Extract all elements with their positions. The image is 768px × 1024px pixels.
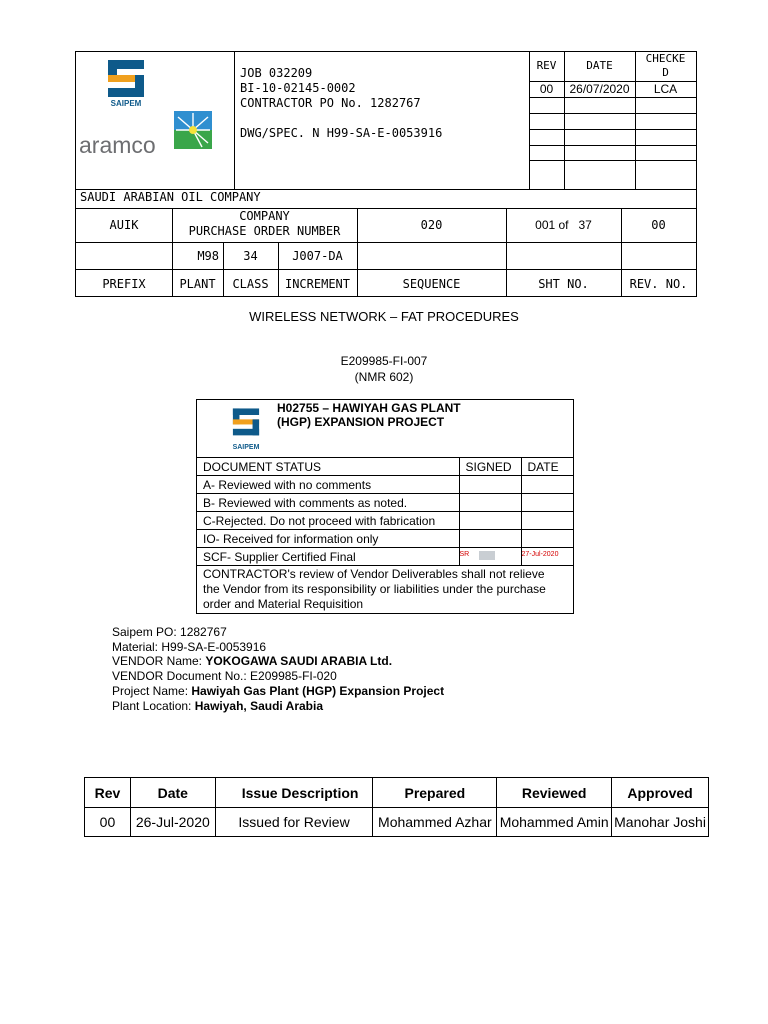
row-rev: 00 xyxy=(85,808,131,837)
sheet-count: 001 of 37 xyxy=(535,218,592,232)
col-prepared-header: Prepared xyxy=(373,778,497,808)
contractor-po: CONTRACTOR PO No. 1282767 xyxy=(240,96,421,110)
company-po-label-line2: PURCHASE ORDER NUMBER xyxy=(188,224,341,238)
contractor-note xyxy=(197,566,573,614)
company-name: SAUDI ARABIAN OIL COMPANY xyxy=(80,190,261,204)
vendor-value: YOKOGAWA SAUDI ARABIA Ltd. xyxy=(205,654,393,669)
col-issue-description-header: Issue Description xyxy=(215,778,373,808)
col-rev-no: REV. NO. xyxy=(629,277,688,291)
status-row xyxy=(197,494,573,512)
note-line-3: order and Material Requisition xyxy=(203,597,364,611)
status-io: IO- Received for information only xyxy=(197,530,459,548)
location-label: Plant Location: xyxy=(112,698,195,713)
material: Material: H99-SA-E-0053916 xyxy=(112,639,267,654)
vendor-document: VENDOR Document No.: E209985-FI-020 xyxy=(112,669,337,684)
note-line-1: CONTRACTOR's review of Vendor Deliverables shall not relieve xyxy=(203,567,545,581)
aramco-logo-text: aramco xyxy=(79,132,156,158)
scf-signature: SR xyxy=(459,551,470,558)
project-name-line xyxy=(112,684,444,699)
signed-header: SIGNED xyxy=(459,458,521,476)
status-c: C-Rejected. Do not proceed with fabrication xyxy=(197,512,459,530)
job-number: JOB 032209 xyxy=(240,66,313,80)
date-header: DATE xyxy=(521,458,573,476)
stamp-saipem-text: SAIPEM xyxy=(232,444,260,451)
col-increment: INCREMENT xyxy=(284,277,351,291)
col-prefix: PREFIX xyxy=(102,277,146,291)
stamp-header xyxy=(197,400,573,458)
col-approved-header: Approved xyxy=(612,778,709,808)
col-sequence: SEQUENCE xyxy=(402,277,461,291)
stamp-project-line1: H02755 – HAWIYAH GAS PLANT xyxy=(277,401,461,415)
date-value: 26/07/2020 xyxy=(569,82,630,96)
stamp-project-line2: (HGP) EXPANSION PROJECT xyxy=(277,415,445,429)
po-sequence: 020 xyxy=(420,218,443,232)
signature-mark-icon xyxy=(479,551,495,560)
row-prepared: Mohammed Azhar xyxy=(373,808,497,837)
vendor-label: VENDOR Name: xyxy=(112,654,206,669)
status-row xyxy=(197,512,573,530)
status-a: A- Reviewed with no comments xyxy=(197,476,459,494)
location-value: Hawiyah, Saudi Arabia xyxy=(194,698,323,713)
auik-code: AUIK xyxy=(109,218,139,232)
stamp-saipem-logo xyxy=(230,407,262,439)
col-date-header: Date xyxy=(130,778,215,808)
revision-table xyxy=(84,777,709,837)
nmr-number: (NMR 602) xyxy=(354,370,414,384)
rev-no-value: 00 xyxy=(651,218,666,232)
dwg-spec: DWG/SPEC. N H99-SA-E-0053916 xyxy=(240,126,443,140)
title-block xyxy=(75,51,697,297)
col-plant: PLANT xyxy=(179,277,216,291)
checked-label-line2: D xyxy=(662,66,669,79)
date-label: DATE xyxy=(586,59,613,72)
company-po-label-line1: COMPANY xyxy=(239,209,290,223)
col-rev-header: Rev xyxy=(85,778,131,808)
plant-value: 34 xyxy=(243,249,258,263)
status-header: DOCUMENT STATUS xyxy=(197,458,459,476)
prefix-value: M98 xyxy=(197,249,219,263)
status-scf: SCF- Supplier Certified Final xyxy=(197,548,459,566)
project-value: Hawiyah Gas Plant (HGP) Expansion Project xyxy=(191,683,445,698)
status-row xyxy=(197,530,573,548)
scf-date: 27-Jul-2020 xyxy=(521,551,559,558)
scf-signed-cell xyxy=(459,548,521,566)
class-value: J007-DA xyxy=(292,249,343,263)
note-line-2: the Vendor from its responsibility or liabilities under the purchase xyxy=(203,582,546,596)
row-reviewed: Mohammed Amin xyxy=(497,808,612,837)
row-date: 26-Jul-2020 xyxy=(130,808,215,837)
status-b: B- Reviewed with comments as noted. xyxy=(197,494,459,512)
vendor-info xyxy=(112,625,444,713)
row-approved: Manohar Joshi xyxy=(612,808,709,837)
col-class: CLASS xyxy=(232,277,269,291)
checked-value: LCA xyxy=(653,82,678,96)
col-sht-no: SHT NO. xyxy=(538,277,589,291)
vendor-name-line xyxy=(112,654,444,669)
checked-label-line1: CHECKE xyxy=(645,52,686,65)
status-row xyxy=(197,476,573,494)
row-issue-description: Issued for Review xyxy=(215,808,373,837)
saipem-logo-text: SAIPEM xyxy=(110,99,142,108)
bi-number: BI-10-02145-0002 xyxy=(240,81,356,95)
rev-label: REV xyxy=(536,59,557,72)
review-stamp xyxy=(196,399,574,614)
saipem-po: Saipem PO: 1282767 xyxy=(112,625,227,639)
rev-value: 00 xyxy=(539,82,554,96)
col-reviewed-header: Reviewed xyxy=(497,778,612,808)
document-number: E209985-FI-007 xyxy=(340,354,428,368)
document-title: WIRELESS NETWORK – FAT PROCEDURES xyxy=(249,309,519,324)
project-label: Project Name: xyxy=(112,683,192,698)
stamp-status-table xyxy=(197,458,573,613)
revision-header-row xyxy=(85,778,709,808)
aramco-star-icon xyxy=(172,109,214,151)
scf-date-cell xyxy=(521,548,573,566)
saipem-logo xyxy=(104,58,148,102)
table-row xyxy=(85,808,709,837)
status-row xyxy=(197,548,573,566)
plant-location-line xyxy=(112,699,444,714)
